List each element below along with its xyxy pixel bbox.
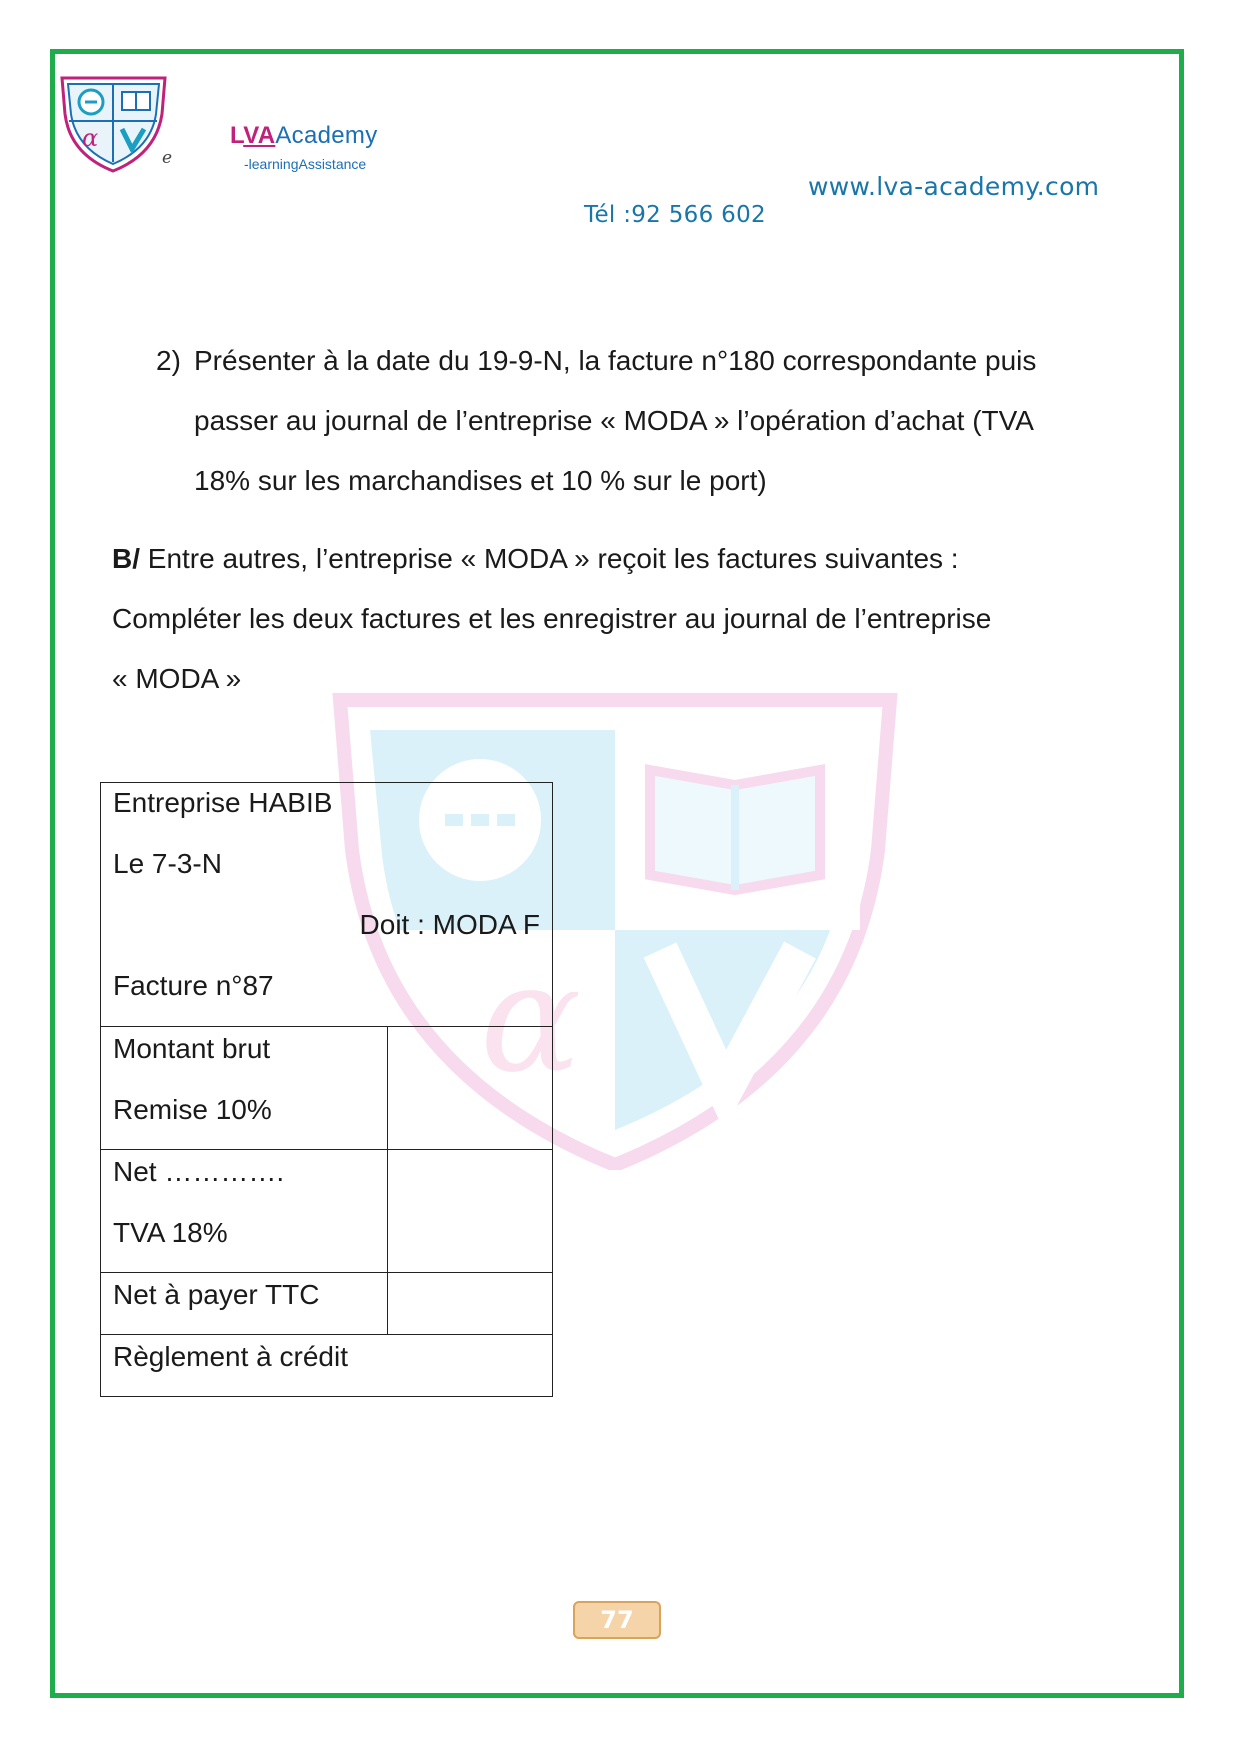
invoice-label-cell [101,1273,388,1334]
question-2-line: Présenter à la date du 19-9-N, la facture n°180 correspondante puis [194,345,1037,376]
question-number: 2) [156,345,181,376]
brand-academy: Academy [275,122,378,149]
part-b-text [112,529,991,709]
part-b-line: « MODA » [112,663,242,694]
invoice-row [101,1027,552,1150]
invoice-header [101,783,552,1027]
brand-name [230,122,378,150]
academy-logo-icon [56,74,171,174]
invoice-label: Net à payer TTC [113,1279,320,1310]
invoice-label: Montant brut [113,1033,271,1064]
page-number-badge: 77 [573,1601,661,1639]
svg-text:α: α [82,124,99,152]
invoice-settlement: Règlement à crédit [113,1341,349,1372]
invoice-row [101,1150,552,1273]
svg-text:α: α [480,932,582,1106]
invoice-label: Remise 10% [113,1094,272,1125]
invoice-table [100,782,553,1397]
invoice-debtor: Doit : MODA F [359,909,540,940]
invoice-value-cell [388,1150,552,1272]
invoice-company: Entreprise HABIB [113,787,333,818]
invoice-label-cell [101,1027,388,1149]
brand-subtitle: -learningAssistance [244,156,367,172]
logo-letter: e [162,148,173,168]
website-link[interactable]: www.lva-academy.com [808,172,1100,201]
phone-number: Tél :92 566 602 [584,202,766,228]
question-2-text [194,331,1036,511]
part-b-marker: B/ [112,543,140,574]
question-2-line: passer au journal de l’entreprise « MODA » l’opération d’achat (TVA [194,405,1034,436]
brand-va: VA [243,122,276,149]
invoice-row [101,1273,552,1335]
invoice-label-cell [101,1335,552,1396]
invoice-row [101,1335,552,1396]
brand-l: L [230,122,244,149]
part-b-line: Compléter les deux factures et les enregistrer au journal de l’entreprise [112,603,992,634]
question-2-line: 18% sur les marchandises et 10 % sur le port) [194,465,767,496]
invoice-value-cell [388,1027,552,1149]
invoice-number: Facture n°87 [113,970,274,1001]
invoice-label: Net …………. [113,1156,285,1187]
invoice-value-cell [388,1273,552,1334]
invoice-label: TVA 18% [113,1217,228,1248]
part-b-line: Entre autres, l’entreprise « MODA » reçoit les factures suivantes : [147,543,959,574]
invoice-label-cell [101,1150,388,1272]
invoice-date: Le 7-3-N [113,848,222,879]
